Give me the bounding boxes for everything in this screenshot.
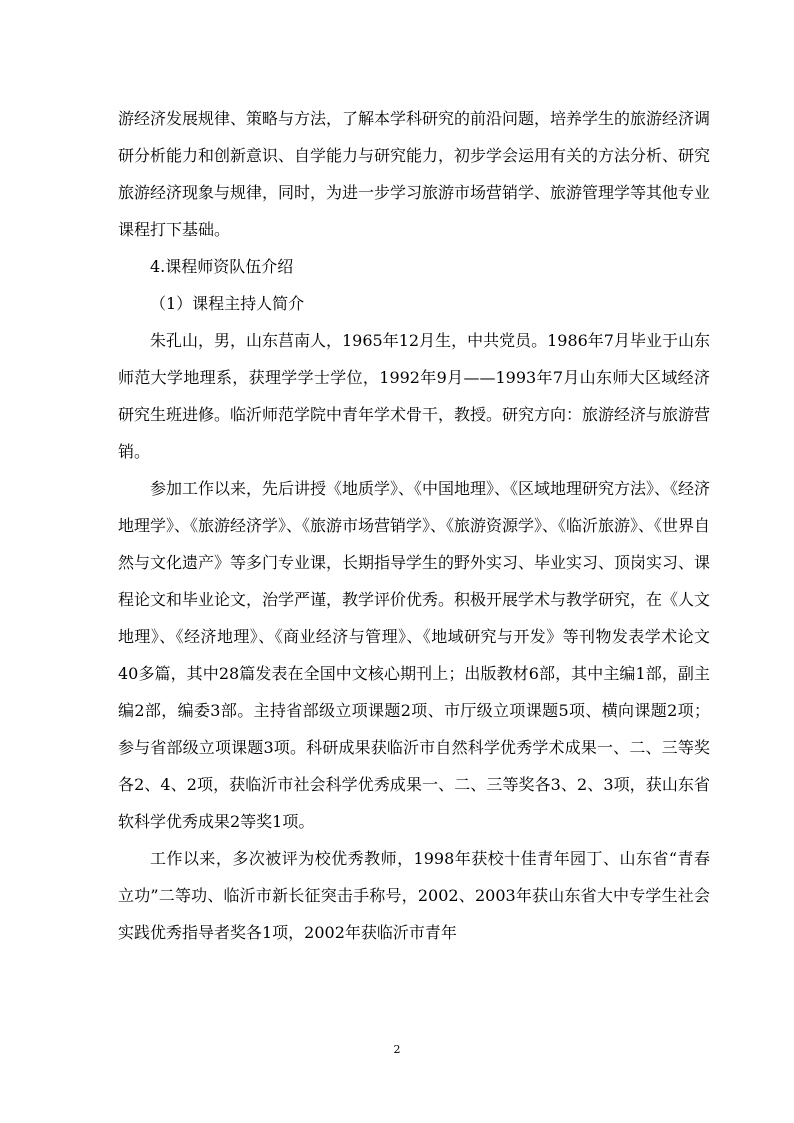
subsection-heading: （1）课程主持人简介 <box>150 294 305 313</box>
section-heading: 4.课程师资队伍介绍 <box>150 257 294 276</box>
page-number: 2 <box>393 1043 401 1056</box>
paragraph-teaching-research: 参加工作以来，先后讲授《地质学》、《中国地理》、《区域地理研究方法》、《经济地理学》、《旅游经济学》、《旅游市场营销学》、《旅游资源学》、《临沂旅游》、《世界自然与文化遗产》等多门专业课，长期指导学生的野外实习、毕业实习、顶岗实习、课程论文和毕业论文，治学严谨，教学评价优秀。积极开展学术与教学研究，在《人文地理》、《经济地理》、《商业经济与管理》、《地域研究与开发》等刊物发表学术论文40多篇，其中28篇发表在全国中文核心期刊上；出版教材6部，其中主编1部，副主编2部，编委3部。主持省部级立项课题2项、市厅级立项课题5项、横向课题2项；参与省部级立项课题3项。科研成果获临沂市自然科学优秀学术成果一、二、三等奖各2、4、2项，获临沂市社会科学优秀成果一、二、三等奖各3、2、3项，获山东省软科学优秀成果2等奖1项。 <box>118 479 711 831</box>
document-body <box>118 100 710 951</box>
paragraph-honors: 工作以来，多次被评为校优秀教师，1998年获校十佳青年园丁、山东省“青春立功”二等功、临沂市新长征突击手称号，2002、2003年获山东省大中专学生社会实践优秀指导者奖各1项，2002年获临沂市青年 <box>118 849 710 942</box>
paragraph-bio: 朱孔山，男，山东莒南人，1965年12月生，中共党员。1986年7月毕业于山东师范大学地理系，获理学学士学位，1992年9月——1993年7月山东师大区域经济研究生班进修。临沂师范学院中青年学术骨干，教授。研究方向：旅游经济与旅游营销。 <box>118 331 711 461</box>
paragraph-continuation: 游经济发展规律、策略与方法，了解本学科研究的前沿问题，培养学生的旅游经济调研分析能力和创新意识、自学能力与研究能力，初步学会运用有关的方法分析、研究旅游经济现象与规律，同时，为进一步学习旅游市场营销学、旅游管理学等其他专业课程打下基础。 <box>118 109 711 239</box>
